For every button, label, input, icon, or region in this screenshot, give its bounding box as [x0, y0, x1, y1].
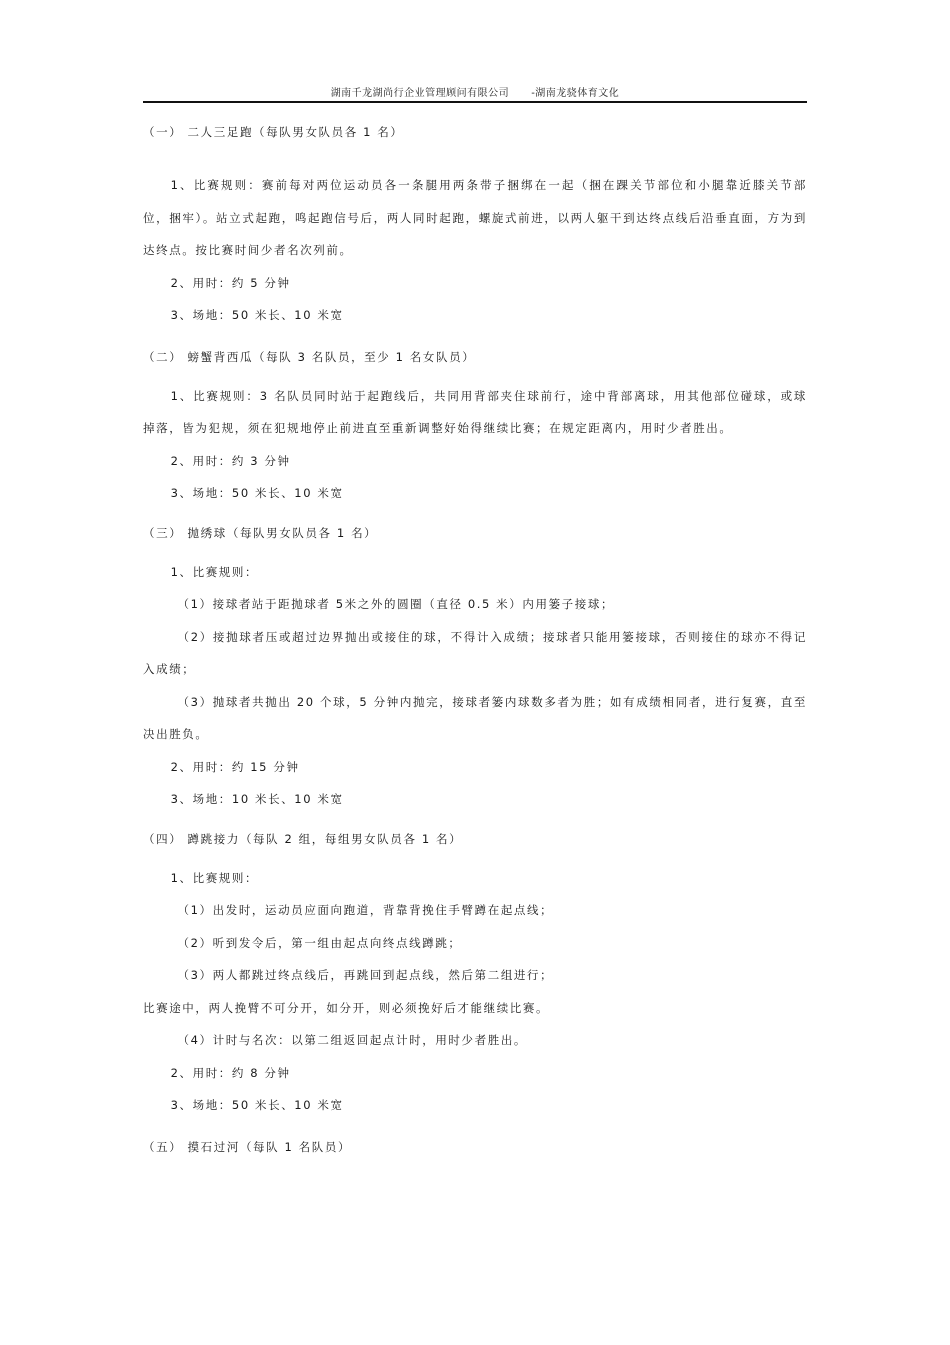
- rule-heading: 1、比赛规则：: [170, 870, 259, 885]
- section-title-4: （四） 蹲跳接力（每队 2 组，每组男女队员各 1 名）: [143, 831, 463, 846]
- rule-note: 比赛途中，两人挽臂不可分开，如分开，则必须挽好后才能继续比赛。: [143, 1000, 550, 1015]
- venue-line: 3、场地：10 米长、10 米宽: [170, 792, 344, 806]
- header-brand: -湖南龙骁体育文化: [531, 88, 620, 99]
- venue-line: 3、场地：50 米长、10 米宽: [170, 1098, 344, 1112]
- rule-item: （1）接球者站于距抛球者 5米之外的圆圈（直径 0.5 米）内用篓子接球；: [177, 597, 615, 611]
- header-company: 湖南千龙湖尚行企业管理顾问有限公司: [330, 88, 510, 99]
- document-body: [143, 121, 807, 1158]
- duration-line: 2、用时：约 8 分钟: [170, 1065, 291, 1080]
- rule-item: （1）出发时，运动员应面向跑道，背靠背挽住手臂蹲在起点线；: [177, 903, 554, 917]
- rule-paragraph: 1、比赛规则：3 名队员同时站于起跑线后，共同用背部夹住球前行，途中背部离球，用其他部位碰球，或球掉落，皆为犯规，须在犯规地停止前进直至重新调整好始得继续比赛；在规定距离内，用时少者胜出。: [143, 388, 807, 435]
- venue-line: 3、场地：50 米长、10 米宽: [170, 486, 344, 500]
- rule-item: （3）抛球者共抛出 20 个球，5 分钟内抛完，接球者篓内球数多者为胜；如有成绩相同者，进行复赛，直至决出胜负。: [143, 694, 807, 741]
- rule-item: （4）计时与名次：以第二组返回起点计时，用时少者胜出。: [177, 1033, 528, 1047]
- rule-paragraph: 1、比赛规则：赛前每对两位运动员各一条腿用两条带子捆绑在一起（捆在踝关节部位和小腿靠近膝关节部位，捆牢）。站立式起跑，鸣起跑信号后，两人同时起跑，螺旋式前进，以两人躯干到达终点线后沿垂直面，方为到达终点。按比赛时间少者名次列前。: [143, 178, 807, 257]
- duration-line: 2、用时：约 15 分钟: [170, 759, 300, 774]
- header-rule: [143, 101, 807, 103]
- page-header: [143, 84, 807, 99]
- section-title-1: （一） 二人三足跑（每队男女队员各 1 名）: [143, 125, 404, 139]
- rule-item: （3）两人都跳过终点线后，再跳回到起点线，然后第二组进行；: [177, 968, 554, 982]
- rule-heading: 1、比赛规则：: [170, 564, 259, 579]
- section-title-5: （五） 摸石过河（每队 1 名队员）: [143, 1139, 352, 1154]
- section-title-2: （二） 螃蟹背西瓜（每队 3 名队员，至少 1 名女队员）: [143, 349, 476, 364]
- rule-item: （2）接抛球者压或超过边界抛出或接住的球，不得计入成绩；接球者只能用篓接球，否则接住的球亦不得记入成绩；: [143, 629, 807, 676]
- duration-line: 2、用时：约 3 分钟: [170, 453, 291, 468]
- duration-line: 2、用时：约 5 分钟: [170, 275, 291, 290]
- venue-line: 3、场地：50 米长、10 米宽: [170, 308, 344, 322]
- rule-item: （2）听到发令后，第一组由起点向终点线蹲跳；: [177, 935, 462, 950]
- section-title-3: （三） 抛绣球（每队男女队员各 1 名）: [143, 525, 378, 540]
